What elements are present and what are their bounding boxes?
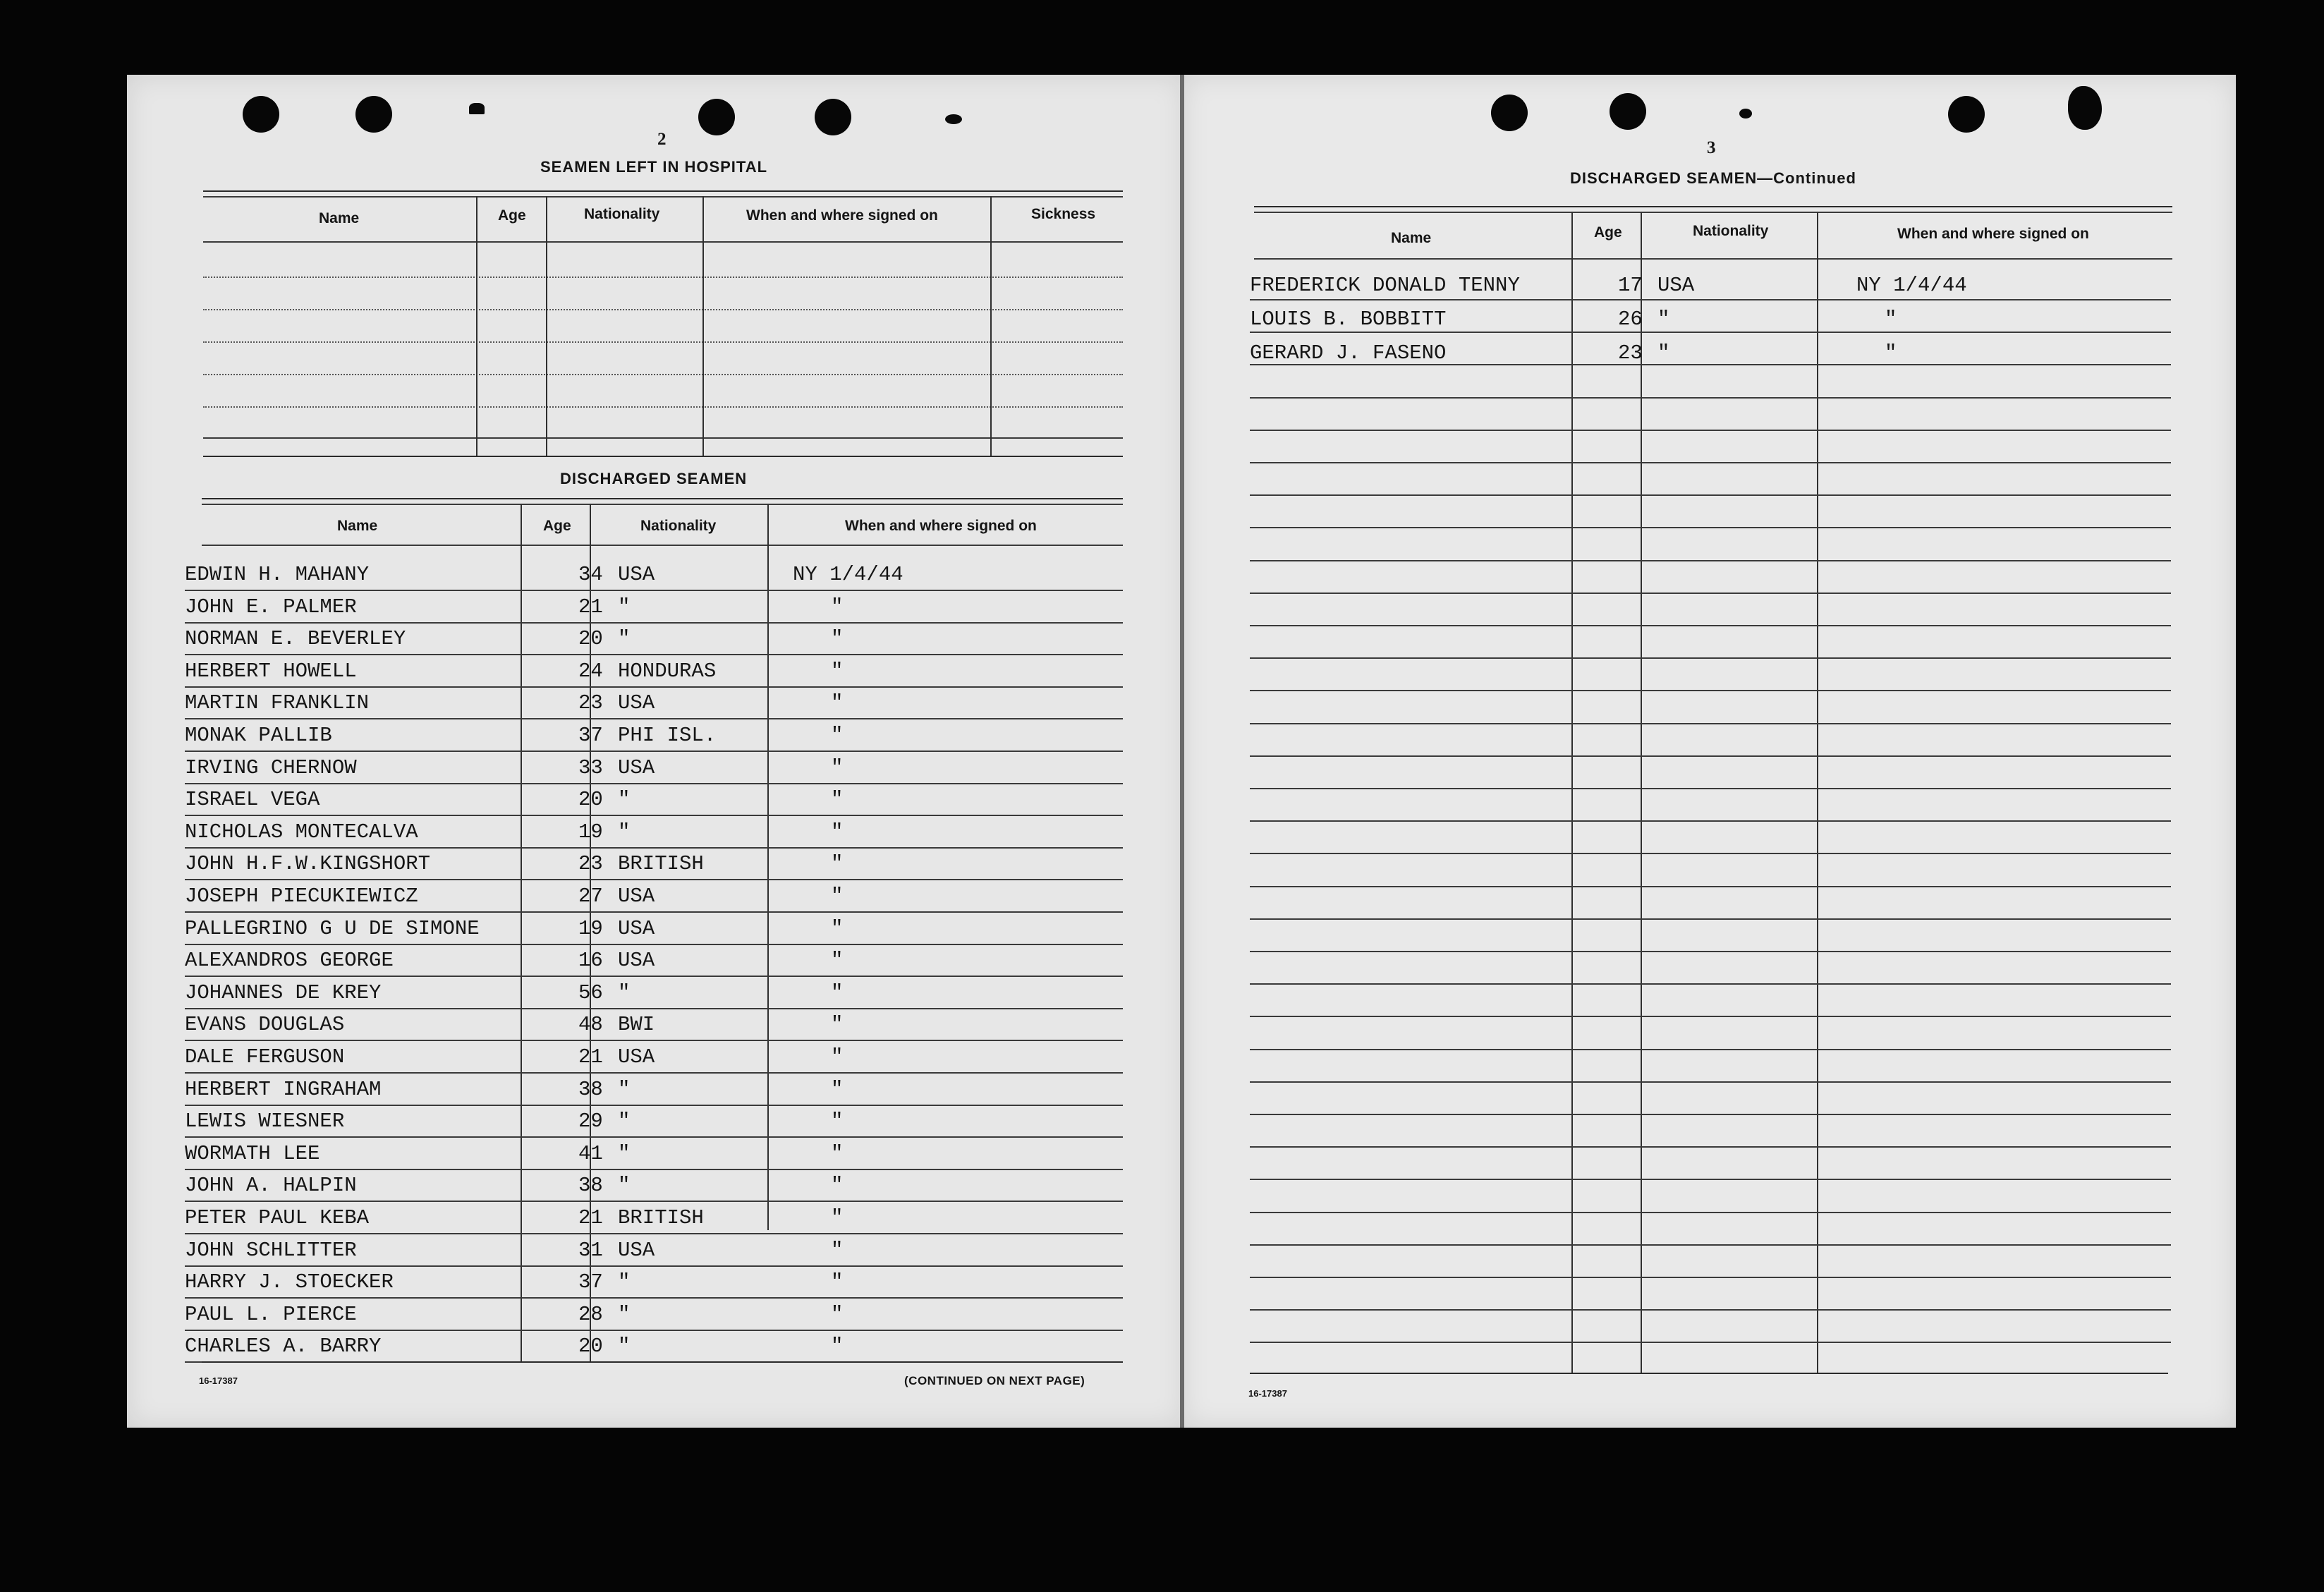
table-row-rule [1250, 1114, 2171, 1115]
seaman-signed-on: " [831, 981, 844, 1004]
seaman-age: 23 [578, 691, 603, 715]
seaman-name: ALEXANDROS GEORGE [185, 949, 394, 972]
seaman-nationality: " [1657, 308, 1670, 331]
discharged-section-title: DISCHARGED SEAMEN [560, 470, 748, 487]
seaman-age: 21 [578, 595, 603, 619]
seaman-age: 23 [1618, 341, 1643, 365]
seaman-signed-on: " [831, 1270, 844, 1294]
table-row-rule [1250, 397, 2171, 399]
table-row-rule [185, 1105, 1123, 1106]
seaman-name: HERBERT HOWELL [185, 660, 357, 683]
table-row-rule [185, 1008, 1123, 1009]
table-row-rule [185, 944, 1123, 945]
table-row-rule [185, 783, 1123, 784]
seaman-age: 19 [578, 917, 603, 940]
seaman-nationality: USA [618, 917, 655, 940]
right-col-name: Name [1391, 230, 1432, 246]
page-gutter [1180, 75, 1184, 1428]
punch-hole [698, 99, 735, 135]
punch-hole [243, 96, 279, 133]
table-row-rule [185, 654, 1123, 655]
seaman-signed-on: " [831, 724, 844, 747]
seaman-name: NICHOLAS MONTECALVA [185, 820, 418, 844]
seaman-name: IRVING CHERNOW [185, 756, 357, 779]
table-row-rule [1250, 1212, 2171, 1213]
table-row-rule [1250, 1016, 2171, 1017]
table-row-rule [185, 1201, 1123, 1202]
continued-note: (CONTINUED ON NEXT PAGE) [904, 1374, 1085, 1387]
seaman-age: 38 [578, 1078, 603, 1101]
seaman-name: NORMAN E. BEVERLEY [185, 627, 406, 650]
seaman-name: WORMATH LEE [185, 1142, 320, 1165]
table-row-rule [185, 590, 1123, 591]
seaman-nationality: USA [618, 885, 655, 908]
seaman-nationality: " [618, 1110, 631, 1133]
punch-hole [1491, 95, 1528, 131]
table-row-rule [1250, 1309, 2171, 1311]
table-row-rule [1250, 690, 2171, 691]
right-col-signed-on: When and where signed on [1897, 226, 2089, 242]
seaman-signed-on: " [831, 1239, 844, 1262]
seaman-signed-on: " [831, 820, 844, 844]
table-row-rule [185, 815, 1123, 816]
seaman-name: EDWIN H. MAHANY [185, 563, 370, 586]
seaman-signed-on: " [831, 1142, 844, 1165]
right-form-number: 16-17387 [1248, 1388, 1287, 1399]
seaman-age: 21 [578, 1045, 603, 1069]
table-row-rule [1250, 983, 2171, 985]
table-row-rule [185, 622, 1123, 624]
seaman-age: 19 [578, 820, 603, 844]
table-row-rule [1250, 299, 2171, 300]
table-row-rule [1250, 918, 2171, 920]
seaman-name: PETER PAUL KEBA [185, 1206, 370, 1229]
seaman-nationality: " [618, 981, 631, 1004]
seaman-age: 20 [578, 1335, 603, 1358]
table-row-rule [1250, 1179, 2171, 1180]
punch-hole-fragment [469, 103, 485, 114]
seaman-name: JOSEPH PIECUKIEWICZ [185, 885, 418, 908]
table-row-rule [1250, 853, 2171, 854]
seaman-name: PAUL L. PIERCE [185, 1303, 357, 1326]
punch-hole [355, 96, 392, 133]
seaman-name: JOHANNES DE KREY [185, 981, 382, 1004]
table-row-rule [185, 751, 1123, 752]
seaman-name: MONAK PALLIB [185, 724, 332, 747]
seaman-signed-on: " [831, 660, 844, 683]
table-row-rule [185, 718, 1123, 719]
right-col-age: Age [1594, 224, 1622, 241]
seaman-nationality: " [618, 1142, 631, 1165]
seaman-signed-on: " [831, 917, 844, 940]
seaman-age: 17 [1618, 274, 1643, 297]
seaman-nationality: " [618, 788, 631, 811]
table-row-rule [1250, 723, 2171, 724]
seaman-name: CHARLES A. BARRY [185, 1335, 382, 1358]
table-row-rule [1250, 625, 2171, 626]
punch-hole-fragment [945, 114, 962, 124]
seaman-age: 20 [578, 788, 603, 811]
seaman-age: 37 [578, 724, 603, 747]
table-row-rule [1250, 1277, 2171, 1278]
seaman-name: LEWIS WIESNER [185, 1110, 345, 1133]
seaman-age: 33 [578, 756, 603, 779]
seaman-signed-on: NY 1/4/44 [793, 563, 904, 586]
hospital-table-bottom-rule [203, 456, 1123, 457]
seaman-signed-on: " [831, 1206, 844, 1229]
seaman-name: JOHN E. PALMER [185, 595, 357, 619]
seaman-name: JOHN A. HALPIN [185, 1174, 357, 1197]
seaman-nationality: USA [618, 563, 655, 586]
seaman-signed-on: " [831, 1174, 844, 1197]
seaman-signed-on: " [831, 852, 844, 875]
seaman-signed-on: " [831, 1013, 844, 1036]
seaman-nationality: USA [618, 1239, 655, 1262]
seaman-signed-on: " [831, 691, 844, 715]
table-row-rule [185, 911, 1123, 913]
seaman-nationality: " [618, 595, 631, 619]
table-row-rule [185, 1330, 1123, 1331]
table-row-rule [185, 1233, 1123, 1234]
table-row-rule [185, 847, 1123, 849]
seaman-nationality: USA [1657, 274, 1695, 297]
table-row-rule [185, 686, 1123, 688]
seaman-nationality: HONDURAS [618, 660, 717, 683]
seaman-nationality: BRITISH [618, 1206, 704, 1229]
seaman-signed-on: " [831, 1335, 844, 1358]
table-row-rule [1250, 788, 2171, 789]
seaman-signed-on: " [831, 756, 844, 779]
table-row-rule [1250, 527, 2171, 528]
table-row-rule [1250, 1049, 2171, 1050]
seaman-name: MARTIN FRANKLIN [185, 691, 370, 715]
seaman-age: 38 [578, 1174, 603, 1197]
seaman-signed-on: " [831, 1303, 844, 1326]
table-row-rule [1250, 364, 2171, 365]
seaman-nationality: BWI [618, 1013, 655, 1036]
seaman-name: JOHN H.F.W.KINGSHORT [185, 852, 431, 875]
table-row-rule [1250, 593, 2171, 594]
seaman-age: 23 [578, 852, 603, 875]
seaman-age: 26 [1618, 308, 1643, 331]
seaman-name: JOHN SCHLITTER [185, 1239, 357, 1262]
seaman-name: HARRY J. STOECKER [185, 1270, 394, 1294]
seaman-age: 27 [578, 885, 603, 908]
seaman-nationality: USA [618, 756, 655, 779]
table-row-rule [185, 1169, 1123, 1170]
seaman-signed-on: " [1885, 308, 1897, 331]
table-row-rule [1250, 494, 2171, 496]
seaman-name: FREDERICK DONALD TENNY [1250, 274, 1520, 297]
table-row-rule [1250, 462, 2171, 463]
table-row-rule [185, 879, 1123, 880]
seaman-age: 16 [578, 949, 603, 972]
table-row-rule [1250, 1244, 2171, 1246]
seaman-age: 20 [578, 627, 603, 650]
punch-hole [2068, 86, 2102, 130]
discharged-col-age: Age [543, 518, 571, 534]
table-row-rule [1250, 332, 2171, 333]
seaman-nationality: " [618, 820, 631, 844]
seaman-nationality: " [1657, 341, 1670, 365]
right-col-nationality: Nationality [1693, 223, 1769, 239]
seaman-age: 21 [578, 1206, 603, 1229]
right-page-number: 3 [1707, 138, 1716, 157]
hospital-table-top-rule [203, 190, 1123, 192]
seaman-nationality: USA [618, 691, 655, 715]
seaman-nationality: " [618, 1270, 631, 1294]
seaman-age: 37 [578, 1270, 603, 1294]
seaman-name: PALLEGRINO G U DE SIMONE [185, 917, 480, 940]
table-row-rule [1250, 1146, 2171, 1148]
seaman-signed-on: " [831, 885, 844, 908]
seaman-nationality: USA [618, 1045, 655, 1069]
table-row-rule [185, 976, 1123, 977]
seaman-signed-on: " [831, 627, 844, 650]
table-row-rule [185, 1072, 1123, 1074]
hospital-col-sickness: Sickness [1031, 206, 1096, 222]
seaman-name: LOUIS B. BOBBITT [1250, 308, 1447, 331]
table-row-rule [185, 1040, 1123, 1041]
seaman-nationality: " [618, 1174, 631, 1197]
seaman-name: ISRAEL VEGA [185, 788, 320, 811]
table-row-rule [1250, 886, 2171, 887]
table-row-rule [185, 1265, 1123, 1267]
seaman-age: 28 [578, 1303, 603, 1326]
seaman-nationality: " [618, 627, 631, 650]
seaman-signed-on: " [831, 1078, 844, 1101]
hospital-col-name: Name [319, 210, 360, 226]
seaman-nationality: USA [618, 949, 655, 972]
punch-hole [1610, 93, 1646, 130]
table-row-rule [185, 1136, 1123, 1138]
table-row-rule [1250, 560, 2171, 561]
table-row-rule [185, 1297, 1123, 1299]
hospital-col-age: Age [498, 207, 526, 224]
seaman-name: GERARD J. FASENO [1250, 341, 1447, 365]
seaman-signed-on: " [831, 1110, 844, 1133]
seaman-age: 29 [578, 1110, 603, 1133]
seaman-signed-on: " [831, 788, 844, 811]
seaman-nationality: " [618, 1303, 631, 1326]
left-page-number: 2 [657, 130, 667, 149]
seaman-age: 41 [578, 1142, 603, 1165]
seaman-signed-on: " [831, 949, 844, 972]
table-row-rule [1250, 820, 2171, 822]
punch-hole [1948, 96, 1985, 133]
seaman-name: DALE FERGUSON [185, 1045, 345, 1069]
seaman-signed-on: " [831, 595, 844, 619]
punch-hole [815, 99, 851, 135]
seaman-nationality: BRITISH [618, 852, 704, 875]
left-form-number: 16-17387 [199, 1375, 238, 1386]
table-row-rule [1250, 657, 2171, 659]
table-row-rule [1250, 1342, 2171, 1343]
punch-hole-fragment [1739, 109, 1752, 119]
hospital-col-signed-on: When and where signed on [746, 207, 938, 224]
seaman-age: 31 [578, 1239, 603, 1262]
right-section-title: DISCHARGED SEAMEN—Continued [1570, 169, 1856, 187]
hospital-section-title: SEAMEN LEFT IN HOSPITAL [540, 158, 768, 176]
seaman-signed-on: NY 1/4/44 [1856, 274, 1967, 297]
seaman-signed-on: " [831, 1045, 844, 1069]
seaman-nationality: " [618, 1078, 631, 1101]
seaman-nationality: PHI ISL. [618, 724, 717, 747]
table-row-rule [1250, 951, 2171, 952]
seaman-age: 34 [578, 563, 603, 586]
table-row-rule [1250, 1081, 2171, 1083]
hospital-col-nationality: Nationality [584, 206, 660, 222]
seaman-age: 24 [578, 660, 603, 683]
table-row-rule [1250, 755, 2171, 757]
seaman-name: EVANS DOUGLAS [185, 1013, 345, 1036]
seaman-age: 56 [578, 981, 603, 1004]
discharged-col-signed-on: When and where signed on [845, 518, 1037, 534]
discharged-col-name: Name [337, 518, 378, 534]
seaman-signed-on: " [1885, 341, 1897, 365]
discharged-col-nationality: Nationality [640, 518, 717, 534]
table-row-rule [1250, 430, 2171, 431]
seaman-name: HERBERT INGRAHAM [185, 1078, 382, 1101]
seaman-nationality: " [618, 1335, 631, 1358]
seaman-age: 48 [578, 1013, 603, 1036]
